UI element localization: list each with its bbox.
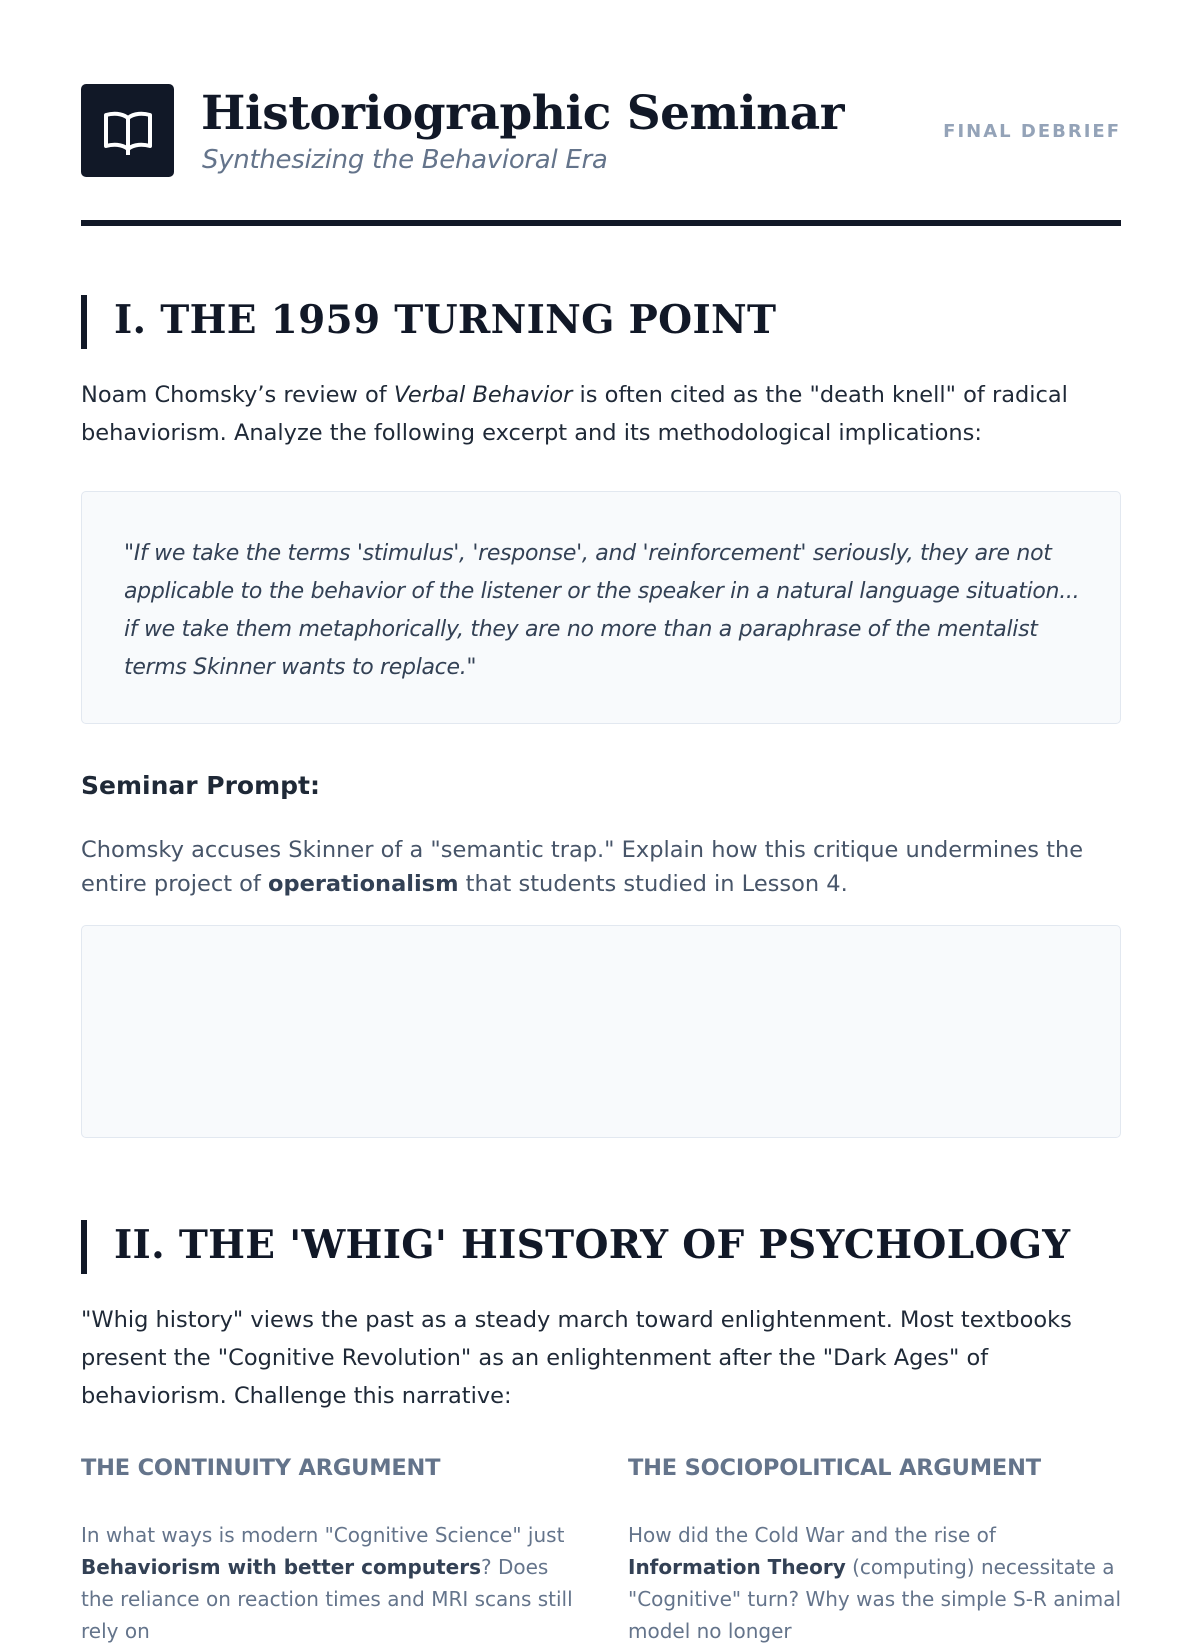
prompt-text-end: that students studied in Lesson 4. [458, 871, 848, 897]
intro-text-start: Noam Chomsky’s review of [81, 382, 394, 408]
column-text [81, 1519, 581, 1647]
section-accent-bar [81, 1220, 87, 1274]
final-debrief-tag: FINAL DEBRIEF [943, 121, 1121, 142]
section-1-heading [81, 295, 1121, 349]
section-2-heading [81, 1220, 1121, 1274]
column-text-end: ? Does the reliance on reaction times and MRI scans still rely on [81, 1555, 573, 1643]
section-accent-bar [81, 295, 87, 349]
section-1-intro [81, 376, 1131, 452]
seminar-prompt-text [81, 833, 1131, 901]
column-keyword: Behaviorism with better computers [81, 1555, 481, 1579]
section-2-intro: "Whig history" views the past as a steady march toward enlightenment. Most textbooks present the "Cognitive Revolution" as an enlightenment after the "Dark Ages" of behaviorism. Challenge this narrative: [81, 1307, 1072, 1409]
header [81, 84, 1121, 178]
column-keyword: Information Theory [628, 1555, 846, 1579]
chomsky-quote-box [81, 491, 1121, 724]
header-divider [81, 220, 1121, 226]
column-title: THE SOCIOPOLITICAL ARGUMENT [628, 1455, 1041, 1481]
prompt-keyword: operationalism [268, 871, 459, 897]
intro-text-end: is often cited as the "death knell" of radical behaviorism. Analyze the following excerpt and its methodological implications: [81, 382, 1068, 446]
section-1-title: I. THE 1959 TURNING POINT [114, 297, 777, 343]
continuity-argument-column [81, 1455, 581, 1647]
column-text-start: In what ways is modern "Cognitive Science" just [81, 1523, 565, 1547]
open-book-icon [103, 108, 153, 156]
section-2-title: II. THE 'WHIG' HISTORY OF PSYCHOLOGY [114, 1222, 1071, 1268]
chomsky-quote: "If we take the terms 'stimulus', 'response', and 'reinforcement' seriously, they are not applicable to the behavior of the listener or the speaker in a natural language situation... if we take them metaphorically, they are no more than a paraphrase of the mentalist terms Skinner wants to replace." [124, 541, 1080, 680]
logo-badge [81, 84, 174, 177]
column-title: THE CONTINUITY ARGUMENT [81, 1455, 441, 1481]
column-text-start: How did the Cold War and the rise of [628, 1523, 996, 1547]
book-title: Verbal Behavior [393, 382, 573, 408]
seminar-prompt-label: Seminar Prompt: [81, 771, 321, 800]
column-text-end: (computing) necessitate a "Cognitive" turn? Why was the simple S-R animal model no longer [628, 1555, 1121, 1643]
answer-textarea[interactable] [81, 925, 1121, 1138]
prompt-text-start: Chomsky accuses Skinner of a "semantic trap." Explain how this critique undermines the entire project of [81, 837, 1084, 897]
page-title: Historiographic Seminar [201, 86, 845, 141]
column-text [628, 1519, 1128, 1647]
sociopolitical-argument-column [628, 1455, 1128, 1647]
page-subtitle: Synthesizing the Behavioral Era [202, 145, 608, 175]
